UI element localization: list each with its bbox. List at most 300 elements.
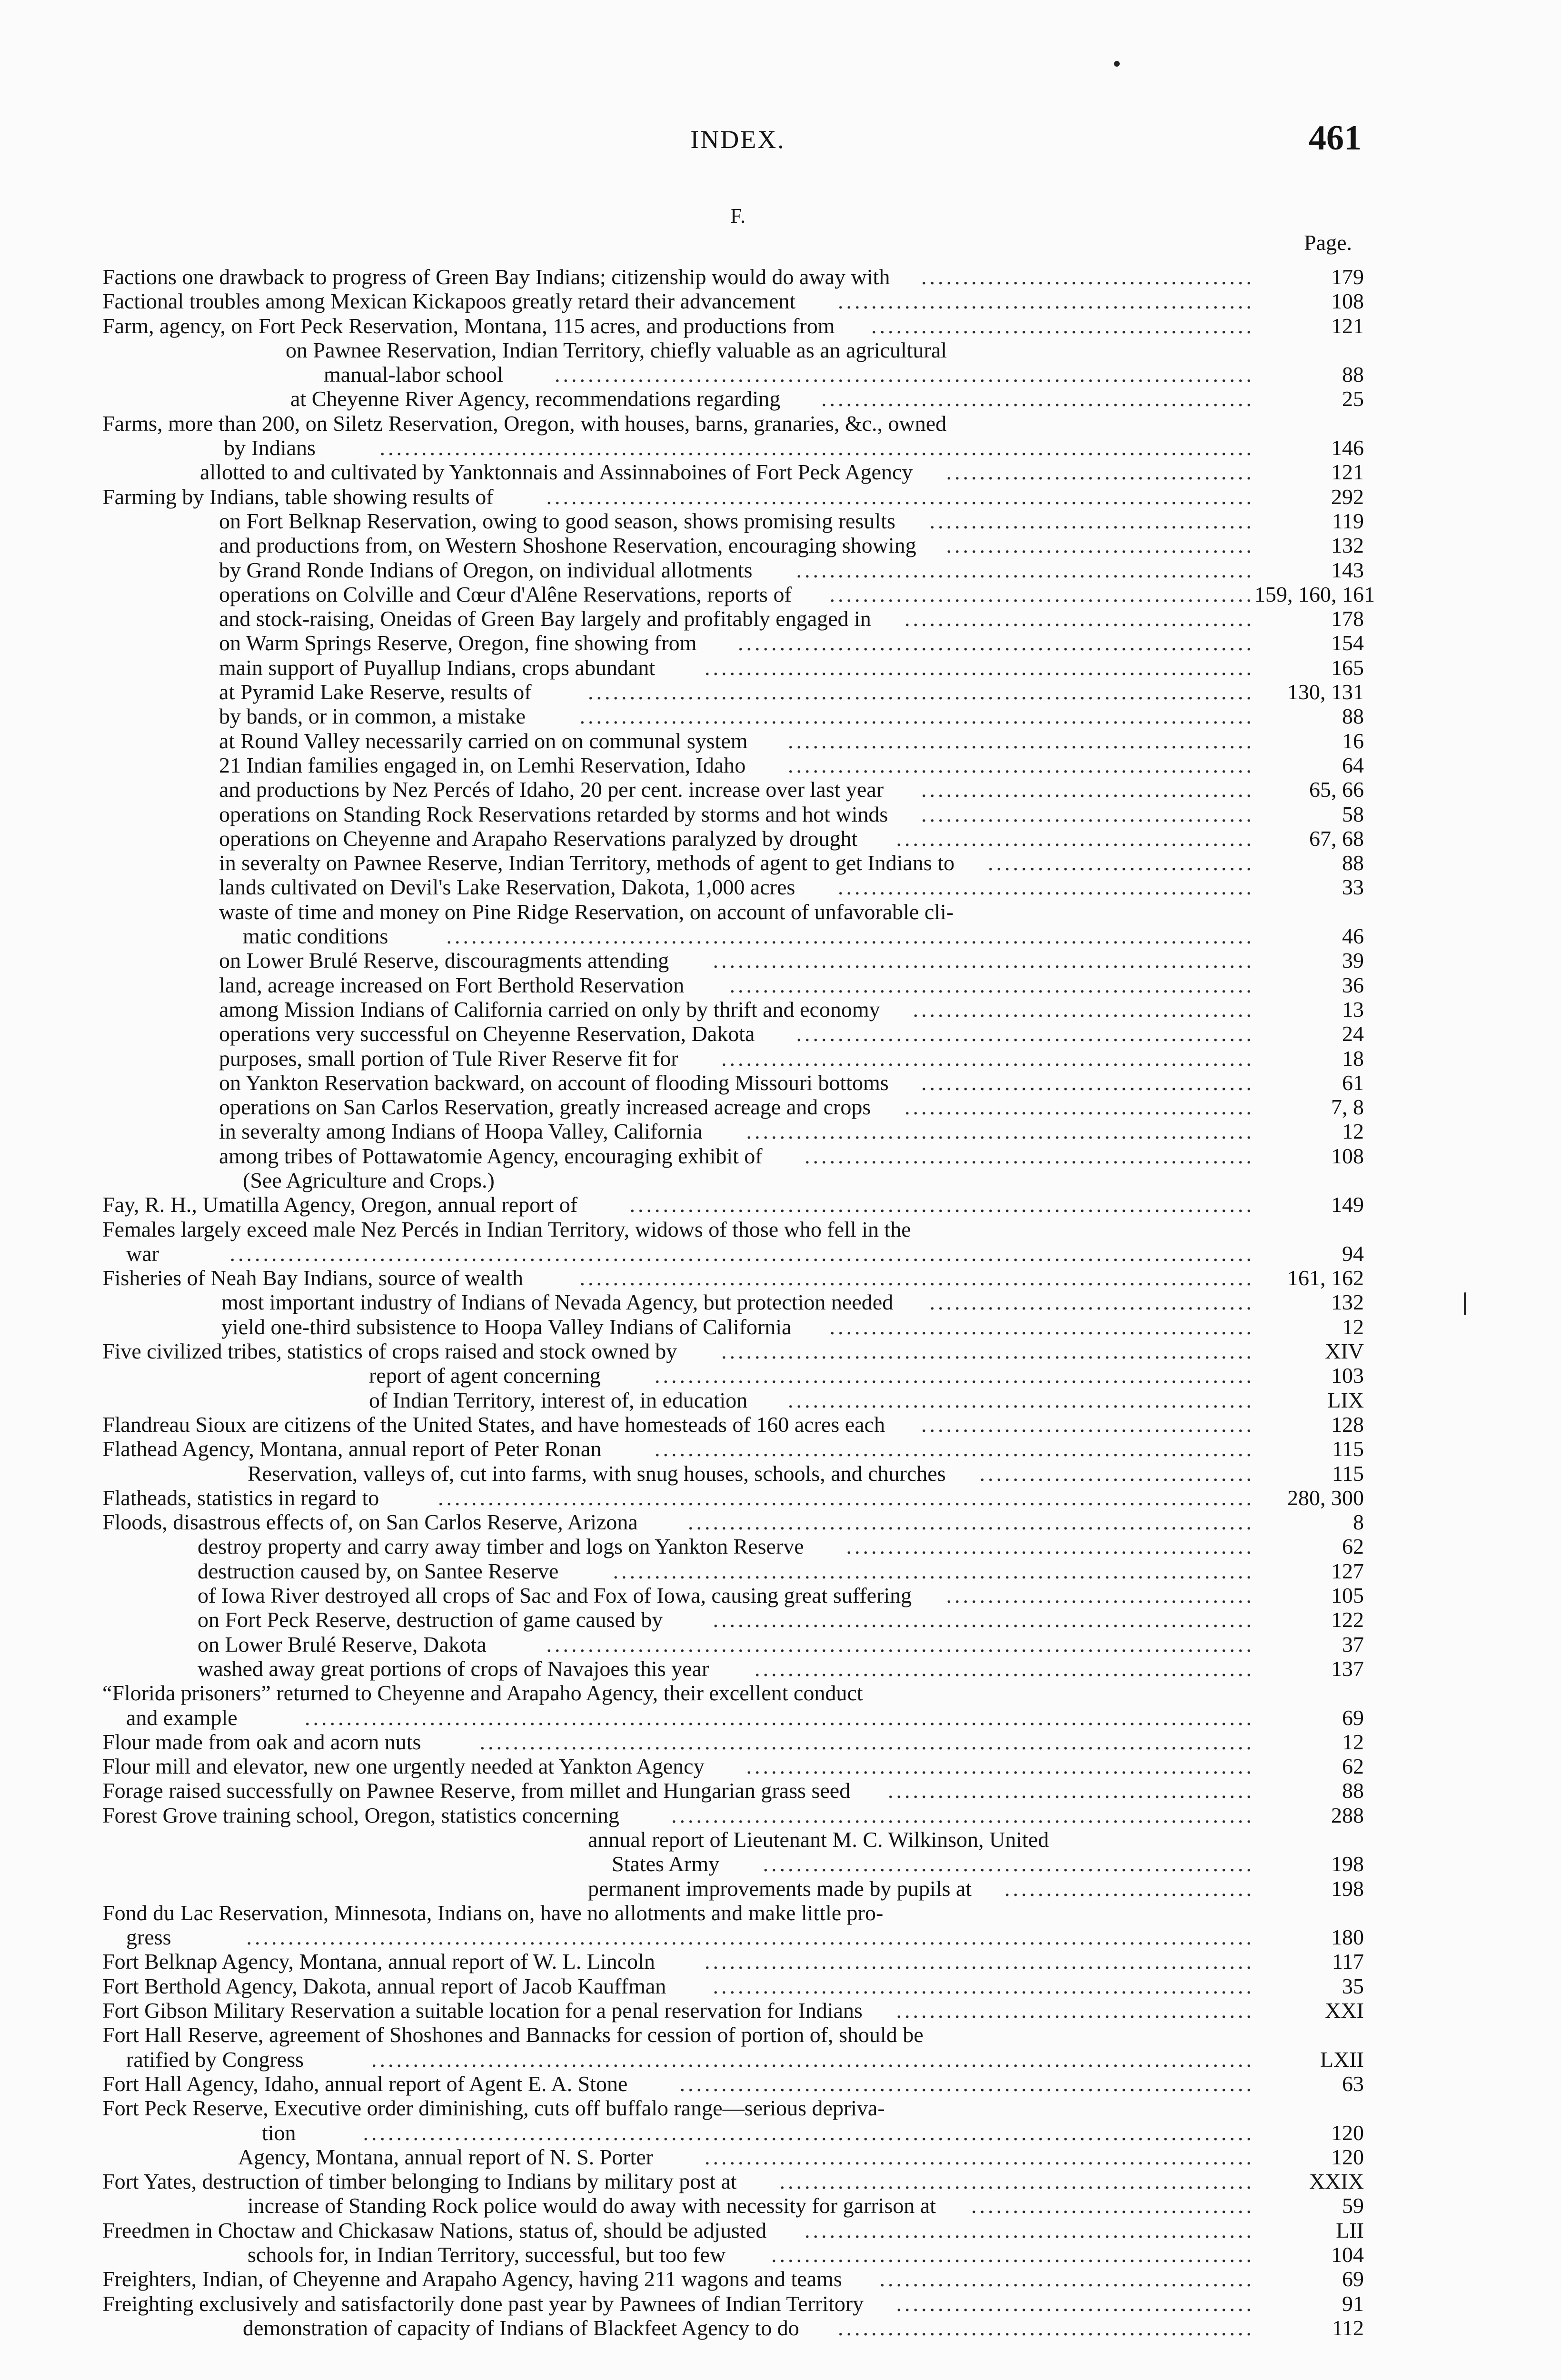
index-entry	[102, 289, 1364, 313]
index-entry-text: on Warm Springs Reserve, Oregon, fine showing from	[219, 631, 697, 655]
index-entry-page: 105	[1331, 1583, 1364, 1608]
index-entry-page: 94	[1342, 1241, 1364, 1266]
index-entry	[102, 1388, 1364, 1412]
index-entry	[102, 1437, 1364, 1461]
leader-dots: ..................................................	[838, 289, 1254, 314]
index-entry-text: Freighting exclusively and satisfactorily done past year by Pawnees of Indian Territory	[102, 2291, 864, 2316]
leader-dots: .......................................	[929, 1290, 1254, 1315]
index-entry-text: and productions by Nez Percés of Idaho, 20 per cent. increase over last year	[219, 777, 884, 802]
index-entry-page: 146	[1331, 436, 1364, 460]
index-entry-page: 119	[1332, 508, 1364, 533]
index-entry-page: XXIX	[1309, 2169, 1364, 2194]
index-entry-text: operations on Colville and Cœur d'Alêne Reservations, reports of	[219, 582, 792, 606]
leader-dots: ........................................	[921, 777, 1254, 802]
leader-dots: .......................................................	[796, 1021, 1254, 1046]
leader-dots: ................................	[988, 851, 1254, 875]
index-entry-page: 165	[1331, 655, 1364, 680]
index-entry-text: Forest Grove training school, Oregon, statistics concerning	[102, 1803, 619, 1827]
index-entry-page: 8	[1353, 1510, 1364, 1535]
index-entry-page: 88	[1342, 1778, 1364, 1803]
leader-dots: ...........................................................................................................	[363, 2120, 1254, 2145]
leader-dots: ..................................................................	[705, 655, 1254, 680]
index-entry	[102, 2145, 1364, 2169]
index-entry-text: on Lower Brulé Reserve, discouragments attending	[219, 948, 669, 973]
index-entry-list	[102, 265, 1375, 2340]
index-entry	[102, 875, 1364, 899]
index-entry-text: Fort Gibson Military Reservation a suitable location for a penal reservation for Indians	[102, 1998, 863, 2023]
index-entry-page: 149	[1331, 1192, 1364, 1217]
index-entry-text: Farms, more than 200, on Siletz Reservation, Oregon, with houses, barns, granaries, &c., owned	[102, 411, 947, 436]
index-entry-page: 46	[1342, 924, 1364, 949]
leader-dots: ........................................................	[788, 1388, 1254, 1412]
index-entry-page: 61	[1342, 1070, 1364, 1095]
index-entry-page: 103	[1331, 1363, 1364, 1388]
index-entry-text: allotted to and cultivated by Yanktonnais and Assinnaboines of Fort Peck Agency	[200, 460, 913, 485]
index-entry	[102, 2121, 1364, 2145]
index-entry-page: 88	[1342, 704, 1364, 729]
leader-dots: ........................................	[921, 802, 1254, 826]
leader-dots: ..................................	[971, 2193, 1254, 2218]
index-entry-text: by Indians	[224, 436, 316, 460]
index-entry	[102, 1510, 1364, 1534]
index-entry	[102, 1168, 1364, 1192]
index-entry-page: 36	[1342, 972, 1364, 997]
leader-dots: .............................................................	[746, 1119, 1254, 1144]
leader-dots: ...........................................	[896, 2291, 1254, 2316]
index-entry	[102, 997, 1364, 1021]
index-entry-text: by Grand Ronde Indians of Oregon, on individual allotments	[219, 557, 753, 582]
leader-dots: ...................................................	[829, 582, 1254, 606]
index-entry	[102, 2316, 1364, 2340]
index-entry	[102, 924, 1364, 948]
index-entry	[102, 900, 1364, 924]
index-entry-text: “Florida prisoners” returned to Cheyenne and Arapaho Agency, their excellent conduct	[102, 1681, 863, 1706]
index-entry-text: Females largely exceed male Nez Percés in Indian Territory, widows of those who fell in the	[102, 1217, 911, 1241]
index-entry	[102, 387, 1364, 411]
leader-dots: ....................................................................	[688, 1510, 1254, 1535]
index-entry-page: 58	[1342, 802, 1364, 826]
index-entry-page: 59	[1342, 2193, 1364, 2218]
leader-dots: ..........................................	[905, 606, 1254, 631]
index-entry	[102, 1681, 1364, 1705]
leader-dots: ..................................................................	[705, 2144, 1254, 2169]
index-entry-text: tion	[262, 2120, 296, 2145]
index-entry-page: 120	[1331, 2120, 1364, 2145]
index-entry-text: destroy property and carry away timber and logs on Yankton Reserve	[198, 1534, 804, 1559]
index-entry-page: 69	[1342, 1705, 1364, 1730]
index-entry	[102, 1559, 1364, 1583]
index-entry-page: XIV	[1325, 1339, 1364, 1364]
leader-dots: ........................................	[921, 1412, 1254, 1437]
index-entry-text: on Pawnee Reservation, Indian Territory, chiefly valuable as an agricultural	[286, 337, 947, 362]
index-entry	[102, 1534, 1364, 1558]
index-entry-text: manual-labor school	[324, 362, 503, 387]
index-entry-text: at Cheyenne River Agency, recommendations regarding	[290, 387, 781, 411]
index-entry	[102, 1583, 1364, 1607]
leader-dots: ...................................................	[829, 1314, 1254, 1339]
leader-dots: .....................................................................................	[546, 1632, 1254, 1656]
index-entry	[102, 1998, 1364, 2023]
index-entry	[102, 362, 1364, 387]
index-entry	[102, 1266, 1364, 1290]
index-entry-page: 69	[1342, 2267, 1364, 2291]
index-entry-text: annual report of Lieutenant M. C. Wilkinson, United	[588, 1827, 1049, 1852]
index-entry-text: Factions one drawback to progress of Green Bay Indians; citizenship would do away with	[102, 265, 890, 289]
leader-dots: .....................................	[946, 1583, 1254, 1608]
index-entry	[102, 606, 1364, 631]
index-entry-page: 178	[1331, 606, 1364, 631]
index-entry-page: 280, 300	[1287, 1485, 1364, 1510]
index-entry-page: 143	[1331, 557, 1364, 582]
index-entry-text: Farm, agency, on Fort Peck Reservation, Montana, 115 acres, and productions from	[102, 313, 835, 338]
index-entry	[102, 2096, 1364, 2120]
index-entry-text: Reservation, valleys of, cut into farms, with snug houses, schools, and churches	[248, 1461, 946, 1486]
index-entry-text: and example	[126, 1705, 238, 1730]
index-entry-text: in severalty among Indians of Hoopa Valley, California	[219, 1119, 703, 1144]
index-entry	[102, 1071, 1364, 1095]
index-entry-text: in severalty on Pawnee Reserve, Indian Territory, methods of agent to get Indians to	[219, 851, 955, 875]
leader-dots: ..........................................................................................................	[371, 2047, 1254, 2072]
index-entry-text: Fort Peck Reserve, Executive order diminishing, cuts off buffalo range—serious depriva-	[102, 2096, 885, 2121]
index-entry	[102, 948, 1364, 972]
index-entry-page: 128	[1331, 1412, 1364, 1437]
index-entry-page: 180	[1331, 1925, 1364, 1950]
index-entry-text: schools for, in Indian Territory, successful, but too few	[248, 2242, 726, 2267]
index-entry	[102, 1363, 1364, 1388]
index-entry-text: among tribes of Pottawatomie Agency, encouraging exhibit of	[219, 1143, 763, 1168]
leader-dots: ..................................................................................................	[438, 1485, 1254, 1510]
index-entry-text: and stock-raising, Oneidas of Green Bay largely and profitably engaged in	[219, 606, 871, 631]
index-entry-text: and productions from, on Western Shoshone Reservation, encouraging showing	[219, 533, 916, 558]
index-entry-text: (See Agriculture and Crops.)	[243, 1168, 495, 1192]
index-entry	[102, 1754, 1364, 1778]
index-entry-page: 288	[1331, 1803, 1364, 1827]
index-entry-page: 132	[1331, 1290, 1364, 1315]
index-entry	[102, 777, 1364, 802]
leader-dots: ..............................	[1004, 1876, 1254, 1901]
index-entry	[102, 1852, 1364, 1876]
leader-dots: ................................................................................	[588, 680, 1254, 704]
index-entry-text: Freighters, Indian, of Cheyenne and Arapaho Agency, having 211 wagons and teams	[102, 2267, 842, 2291]
index-entry-text: Fort Berthold Agency, Dakota, annual report of Jacob Kauffman	[102, 1973, 666, 1998]
index-entry-text: on Fort Peck Reserve, destruction of game caused by	[198, 1607, 663, 1632]
index-entry	[102, 1925, 1364, 1949]
leader-dots: .....................................................................................	[546, 484, 1254, 509]
index-entry	[102, 509, 1364, 533]
index-entry	[102, 2169, 1364, 2193]
index-entry-page: 121	[1331, 460, 1364, 485]
leader-dots: .............................................................................................	[479, 1729, 1254, 1754]
index-entry	[102, 2023, 1364, 2047]
index-entry-text: war	[126, 1241, 159, 1266]
leader-dots: .................................................................	[713, 1607, 1254, 1632]
index-entry	[102, 851, 1364, 875]
index-entry-page: 137	[1331, 1656, 1364, 1681]
leader-dots: ..............................................................	[738, 631, 1254, 655]
section-letter-heading: F.	[730, 204, 746, 228]
index-entry-text: Fort Hall Reserve, agreement of Shoshones and Bannacks for cession of portion of, should be	[102, 2023, 924, 2047]
index-entry-text: purposes, small portion of Tule River Reserve fit for	[219, 1046, 678, 1071]
index-entry-text: of Iowa River destroyed all crops of Sac and Fox of Iowa, causing great suffering	[198, 1583, 912, 1608]
index-entry-page: 292	[1331, 484, 1364, 509]
index-entry-page: 7, 8	[1331, 1095, 1364, 1120]
leader-dots: ................................................................	[721, 1339, 1254, 1364]
index-entry-text: destruction caused by, on Santee Reserve	[198, 1558, 559, 1583]
index-entry	[102, 753, 1364, 777]
leader-dots: .................................................	[846, 1534, 1254, 1559]
leader-dots: .....................................................................	[679, 2071, 1254, 2096]
index-entry-text: Fort Yates, destruction of timber belonging to Indians by military post at	[102, 2169, 737, 2194]
index-entry-page: 67, 68	[1309, 826, 1364, 851]
index-entry	[102, 680, 1364, 704]
leader-dots: ............................................	[888, 1778, 1254, 1803]
index-entry-page: LXII	[1320, 2047, 1364, 2072]
index-entry	[102, 533, 1364, 557]
index-entry-text: among Mission Indians of California carried on only by thrift and economy	[219, 997, 880, 1021]
index-entry	[102, 2267, 1364, 2291]
index-entry	[102, 2291, 1364, 2316]
leader-dots: ........................................................	[788, 753, 1254, 777]
leader-dots: ................................................................	[721, 1046, 1254, 1071]
index-entry-page: 62	[1342, 1754, 1364, 1779]
leader-dots: ......................................................	[805, 2218, 1254, 2242]
index-entry	[102, 1706, 1364, 1730]
index-entry-text: report of agent concerning	[369, 1363, 601, 1388]
index-entry-page: 24	[1342, 1021, 1364, 1046]
leader-dots: .....................................	[946, 460, 1254, 485]
index-entry-page: 18	[1342, 1046, 1364, 1071]
index-entry-text: Fort Hall Agency, Idaho, annual report of Agent E. A. Stone	[102, 2071, 628, 2096]
index-entry-page: 12	[1342, 1729, 1364, 1754]
index-entry	[102, 1021, 1364, 1046]
index-entry-text: by bands, or in common, a mistake	[219, 704, 526, 729]
leader-dots: ..................................................................	[705, 1949, 1254, 1974]
index-entry-page: 115	[1332, 1437, 1364, 1461]
index-entry-text: main support of Puyallup Indians, crops abundant	[219, 655, 656, 680]
leader-dots: .................................................................	[713, 1973, 1254, 1998]
index-entry-text: Fort Belknap Agency, Montana, annual report of W. L. Lincoln	[102, 1949, 655, 1974]
index-entry-text: permanent improvements made by pupils at	[588, 1876, 972, 1901]
index-entry	[102, 1827, 1364, 1852]
index-entry	[102, 485, 1364, 509]
leader-dots: ...........................................	[896, 826, 1254, 851]
page-column-heading: Page.	[1304, 230, 1352, 255]
leader-dots: ...........................................	[896, 1998, 1254, 2023]
leader-dots: .................................................................................................	[446, 924, 1254, 949]
index-entry-page: 12	[1342, 1314, 1364, 1339]
index-entry-text: States Army	[612, 1852, 720, 1876]
index-entry-text: Flathead Agency, Montana, annual report of Peter Ronan	[102, 1437, 602, 1461]
index-entry-text: Factional troubles among Mexican Kickapoos greatly retard their advancement	[102, 289, 796, 314]
leader-dots: ..............................................	[871, 313, 1254, 338]
index-entry-page: XXI	[1325, 1998, 1364, 2023]
index-entry	[102, 1412, 1364, 1437]
leader-dots: ......................................................	[805, 1143, 1254, 1168]
index-entry	[102, 1778, 1364, 1803]
index-entry-text: of Indian Territory, interest of, in education	[369, 1388, 748, 1412]
index-entry	[102, 1119, 1364, 1143]
index-entry-page: 112	[1332, 2315, 1364, 2340]
index-entry-text: Farming by Indians, table showing results of	[102, 484, 494, 509]
index-entry-page: 39	[1342, 948, 1364, 973]
index-entry-page: 120	[1331, 2144, 1364, 2169]
leader-dots: ...........................................................	[763, 1852, 1254, 1876]
index-entry-text: operations on San Carlos Reservation, greatly increased acreage and crops	[219, 1095, 871, 1120]
index-entry-text: gress	[126, 1925, 171, 1950]
index-entry-page: 62	[1342, 1534, 1364, 1559]
index-entry	[102, 1876, 1364, 1901]
leader-dots: ..........................................	[905, 1095, 1254, 1120]
index-entry-text: 21 Indian families engaged in, on Lemhi Reservation, Idaho	[219, 753, 746, 777]
index-entry-text: Flandreau Sioux are citizens of the United States, and have homesteads of 160 acres each	[102, 1412, 885, 1437]
index-entry	[102, 2072, 1364, 2096]
index-entry	[102, 265, 1364, 289]
index-entry	[102, 1095, 1364, 1119]
index-entry-page: 64	[1342, 753, 1364, 777]
index-entry-page: LII	[1336, 2218, 1364, 2242]
index-entry	[102, 2047, 1364, 2072]
index-entry-page: 122	[1331, 1607, 1364, 1632]
index-entry-page: 132	[1331, 533, 1364, 558]
index-entry	[102, 631, 1364, 655]
index-entry-page: 63	[1342, 2071, 1364, 2096]
index-entry	[102, 338, 1364, 362]
leader-dots: ..................................................................................................................	[305, 1705, 1254, 1730]
index-entry-page: 16	[1342, 728, 1364, 753]
index-entry-text: Flour mill and elevator, new one urgently needed at Yankton Agency	[102, 1754, 705, 1779]
leader-dots: ............................................................	[755, 1656, 1254, 1681]
index-entry-page: 127	[1331, 1558, 1364, 1583]
index-entry	[102, 1607, 1364, 1632]
index-entry-page: 25	[1342, 387, 1364, 411]
leader-dots: ......................................................................	[671, 1803, 1254, 1827]
index-entry-text: Forage raised successfully on Pawnee Reserve, from millet and Hungarian grass seed	[102, 1778, 851, 1803]
index-entry-page: 198	[1331, 1876, 1364, 1901]
index-entry-page: LIX	[1327, 1388, 1364, 1412]
index-entry-page: 108	[1331, 1143, 1364, 1168]
leader-dots: ....................................................................................	[555, 362, 1254, 387]
index-entry-page: 88	[1342, 851, 1364, 875]
index-entry	[102, 1656, 1364, 1681]
index-entry-text: ratified by Congress	[126, 2047, 304, 2072]
index-entry-page: 12	[1342, 1119, 1364, 1144]
leader-dots: .............................................	[879, 2267, 1254, 2291]
leader-dots: ........................................................	[788, 728, 1254, 753]
index-entry-page: 35	[1342, 1973, 1364, 1998]
index-entry	[102, 1730, 1364, 1754]
leader-dots: .............................................................................	[613, 1558, 1254, 1583]
leader-dots: .....................................	[946, 533, 1254, 558]
index-entry	[102, 460, 1364, 484]
index-entry	[102, 1486, 1364, 1510]
index-entry-page: 179	[1331, 265, 1364, 289]
index-entry	[102, 973, 1364, 997]
index-entry-page: 104	[1331, 2242, 1364, 2267]
index-entry	[102, 1461, 1364, 1486]
index-entry-text: increase of Standing Rock police would do away with necessity for garrison at	[248, 2193, 936, 2218]
leader-dots: .................................................................................	[579, 704, 1254, 729]
leader-dots: ..........................................................	[771, 2242, 1254, 2267]
index-entry-text: on Lower Brulé Reserve, Dakota	[198, 1632, 487, 1656]
index-entry	[102, 1290, 1364, 1314]
index-entry	[102, 802, 1364, 826]
leader-dots: ..................................................	[838, 2315, 1254, 2340]
index-entry-text: Flour made from oak and acorn nuts	[102, 1729, 421, 1754]
leader-dots: .........................................	[913, 997, 1254, 1021]
index-entry-page: 159, 160, 161	[1254, 582, 1375, 606]
index-entry	[102, 1339, 1364, 1363]
running-header-title: INDEX.	[690, 125, 785, 154]
running-header-page-number: 461	[1309, 119, 1362, 158]
index-entry-text: Flatheads, statistics in regard to	[102, 1485, 379, 1510]
index-entry-text: Fay, R. H., Umatilla Agency, Oregon, annual report of	[102, 1192, 578, 1217]
leader-dots: ........................................	[921, 265, 1254, 289]
index-entry	[102, 1241, 1364, 1266]
index-entry-text: operations very successful on Cheyenne Reservation, Dakota	[219, 1021, 755, 1046]
leader-dots: ...............................................................	[729, 972, 1254, 997]
index-entry	[102, 558, 1364, 582]
index-entry-page: 88	[1342, 362, 1364, 387]
leader-dots: .................................	[979, 1461, 1254, 1486]
index-entry	[102, 704, 1364, 728]
index-entry-text: waste of time and money on Pine Ridge Reservation, on account of unfavorable cli-	[219, 899, 954, 924]
index-entry-page: 117	[1332, 1949, 1364, 1974]
index-entry-page: 154	[1331, 631, 1364, 655]
leader-dots: .......................................	[929, 508, 1254, 533]
index-entry-text: on Yankton Reservation backward, on account of flooding Missouri bottoms	[219, 1070, 889, 1095]
index-entry-text: washed away great portions of crops of Navajoes this year	[198, 1656, 709, 1681]
index-entry-page: 115	[1332, 1461, 1364, 1486]
index-entry-page: 37	[1342, 1632, 1364, 1656]
leader-dots: .......................................................	[796, 557, 1254, 582]
index-entry	[102, 1217, 1364, 1241]
index-entry-page: 130, 131	[1287, 680, 1364, 704]
leader-dots: ...........................................................................	[629, 1192, 1254, 1217]
index-entry-page: 198	[1331, 1852, 1364, 1876]
index-entry	[102, 1144, 1364, 1168]
index-entry	[102, 2218, 1364, 2242]
index-entry-text: Five civilized tribes, statistics of crops raised and stock owned by	[102, 1339, 677, 1364]
leader-dots: ........................................................................	[655, 1437, 1254, 1461]
index-entry	[102, 411, 1364, 436]
index-entry	[102, 1632, 1364, 1656]
leader-dots: ...........................................................................................................................	[229, 1241, 1254, 1266]
index-entry-text: at Pyramid Lake Reserve, results of	[219, 680, 532, 704]
index-entry-text: operations on Standing Rock Reservations retarded by storms and hot winds	[219, 802, 888, 826]
index-entry	[102, 1046, 1364, 1071]
index-entry	[102, 314, 1364, 338]
index-entry	[102, 1901, 1364, 1925]
index-entry-page: 33	[1342, 875, 1364, 900]
index-entry-page: 108	[1331, 289, 1364, 314]
scan-speck	[1114, 61, 1120, 67]
leader-dots: .........................................................................................................................	[246, 1925, 1254, 1950]
index-entry-page: 121	[1331, 313, 1364, 338]
index-entry	[102, 655, 1364, 680]
index-entry-text: Fond du Lac Reservation, Minnesota, Indians on, have no allotments and make little pro-	[102, 1900, 884, 1925]
leader-dots: ........................................................................	[655, 1363, 1254, 1388]
index-entry	[102, 1192, 1364, 1217]
leader-dots: .........................................................	[779, 2169, 1254, 2194]
index-entry	[102, 1949, 1364, 1973]
leader-dots: .........................................................................................................	[379, 436, 1254, 460]
leader-dots: ..................................................	[838, 875, 1254, 900]
index-entry-page: 65, 66	[1309, 777, 1364, 802]
index-entry	[102, 729, 1364, 753]
index-entry	[102, 2242, 1364, 2267]
leader-dots: ....................................................	[821, 387, 1254, 411]
index-entry-text: land, acreage increased on Fort Berthold Reservation	[219, 972, 685, 997]
